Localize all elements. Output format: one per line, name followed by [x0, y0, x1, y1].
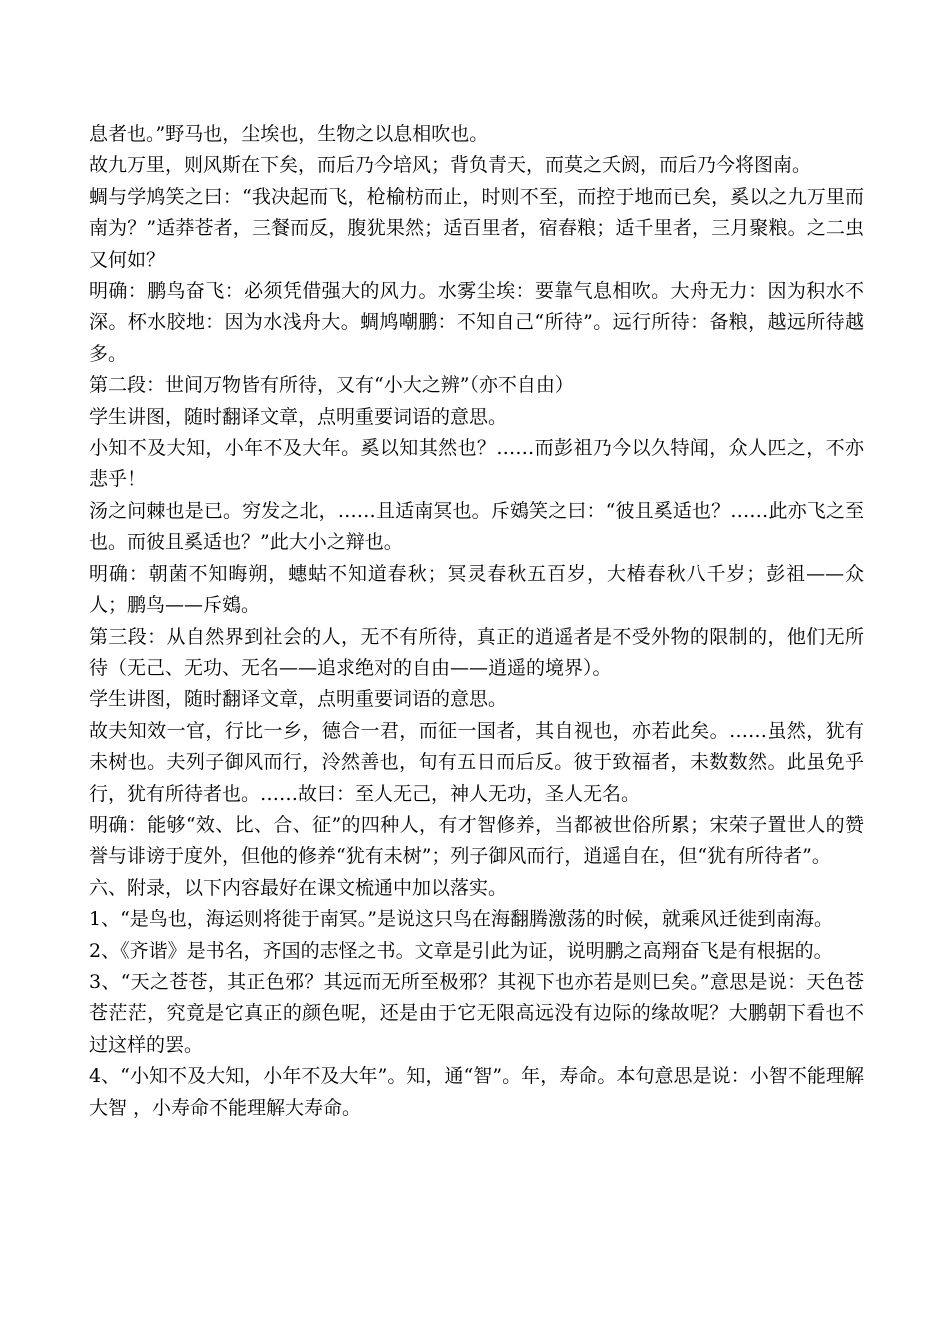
document-body — [89, 119, 864, 1124]
paragraph: 小知不及大知，小年不及大年。奚以知其然也？……而彭祖乃今以久特闻，众人匹之，不亦悲乎！ — [89, 437, 864, 491]
paragraph: 学生讲图，随时翻译文章，点明重要词语的意思。 — [89, 405, 508, 428]
paragraph: 故九万里，则风斯在下矣，而后乃今培风；背负青天，而莫之夭阏，而后乃今将图南。 — [89, 154, 812, 177]
list-item: 3、“天之苍苍，其正色邪？其远而无所至极邪？其视下也亦若是则巳矣。”意思是说：天色苍苍茫茫，究竟是它真正的颜色呢，还是由于它无限高远没有边际的缘故呢？大鹏朝下看也不过这样的罢。 — [89, 970, 864, 1056]
list-item: 1、“是鸟也，海运则将徙于南冥。”是说这只鸟在海翻腾激荡的时候，就乘风迁徙到南海。 — [89, 908, 834, 931]
section-heading: 第三段：从自然界到社会的人，无不有所待，真正的逍遥者是不受外物的限制的，他们无所待（无己、无功、无名——追求绝对的自由——逍遥的境界）。 — [89, 625, 864, 679]
section-heading: 六、附录，以下内容最好在课文梳通中加以落实。 — [89, 876, 508, 899]
section-heading: 第二段：世间万物皆有所待，又有“小大之辨”（亦不自由） — [89, 374, 574, 397]
list-item: 2、《齐谐》是书名，齐国的志怪之书。文章是引此为证，说明鹏之高翔奋飞是有根据的。 — [89, 939, 833, 962]
paragraph: 学生讲图，随时翻译文章，点明重要词语的意思。 — [89, 688, 508, 711]
paragraph: 明确：能够“效、比、合、征”的四种人，有才智修养，当都被世俗所累；宋荣子置世人的赞誉与诽谤于度外，但他的修养“犹有未树”；列子御风而行，逍遥自在，但“犹有所待者”。 — [89, 813, 864, 868]
paragraph: 息者也。”野马也，尘埃也，生物之以息相吹也。 — [89, 123, 489, 145]
paragraph: 故夫知效一官，行比一乡，德合一君，而征一国者，其自视也，亦若此矣。……虽然，犹有未树也。夫列子御风而行，泠然善也，旬有五日而后反。彼于致福者，未数数然。此虽免乎行，犹有所待者也。……故曰：至人无己，神人无功，圣人无名。 — [89, 719, 864, 805]
paragraph: 汤之问棘也是已。穷发之北，……且适南冥也。斥鴳笑之曰：“彼且奚适也？……此亦飞之至也。而彼且奚适也？”此大小之辩也。 — [89, 499, 864, 554]
paragraph: 明确：鹏鸟奋飞：必须凭借强大的风力。水雾尘埃：要靠气息相吹。大舟无力：因为积水不深。杯水胶地：因为水浅舟大。蜩鸠嘲鹏：不知自己“所待”。远行所待：备粮，越远所待越多。 — [89, 280, 864, 365]
paragraph: 蜩与学鸠笑之曰：“我决起而飞，枪榆枋而止，时则不至，而控于地而已矣，奚以之九万里而南为？”适莽苍者，三餐而反，腹犹果然；适百里者，宿舂粮；适千里者，三月聚粮。之二虫又何如？ — [89, 185, 864, 271]
list-item: 4、“小知不及大知，小年不及大年”。知，通“智”。年，寿命。本句意思是说：小智不能理解大智 ，小寿命不能理解大寿命。 — [89, 1065, 864, 1119]
paragraph: 明确：朝菌不知晦朔，蟪蛄不知道春秋；冥灵春秋五百岁，大椿春秋八千岁；彭祖——众人；鹏鸟——斥鴳。 — [89, 562, 864, 617]
